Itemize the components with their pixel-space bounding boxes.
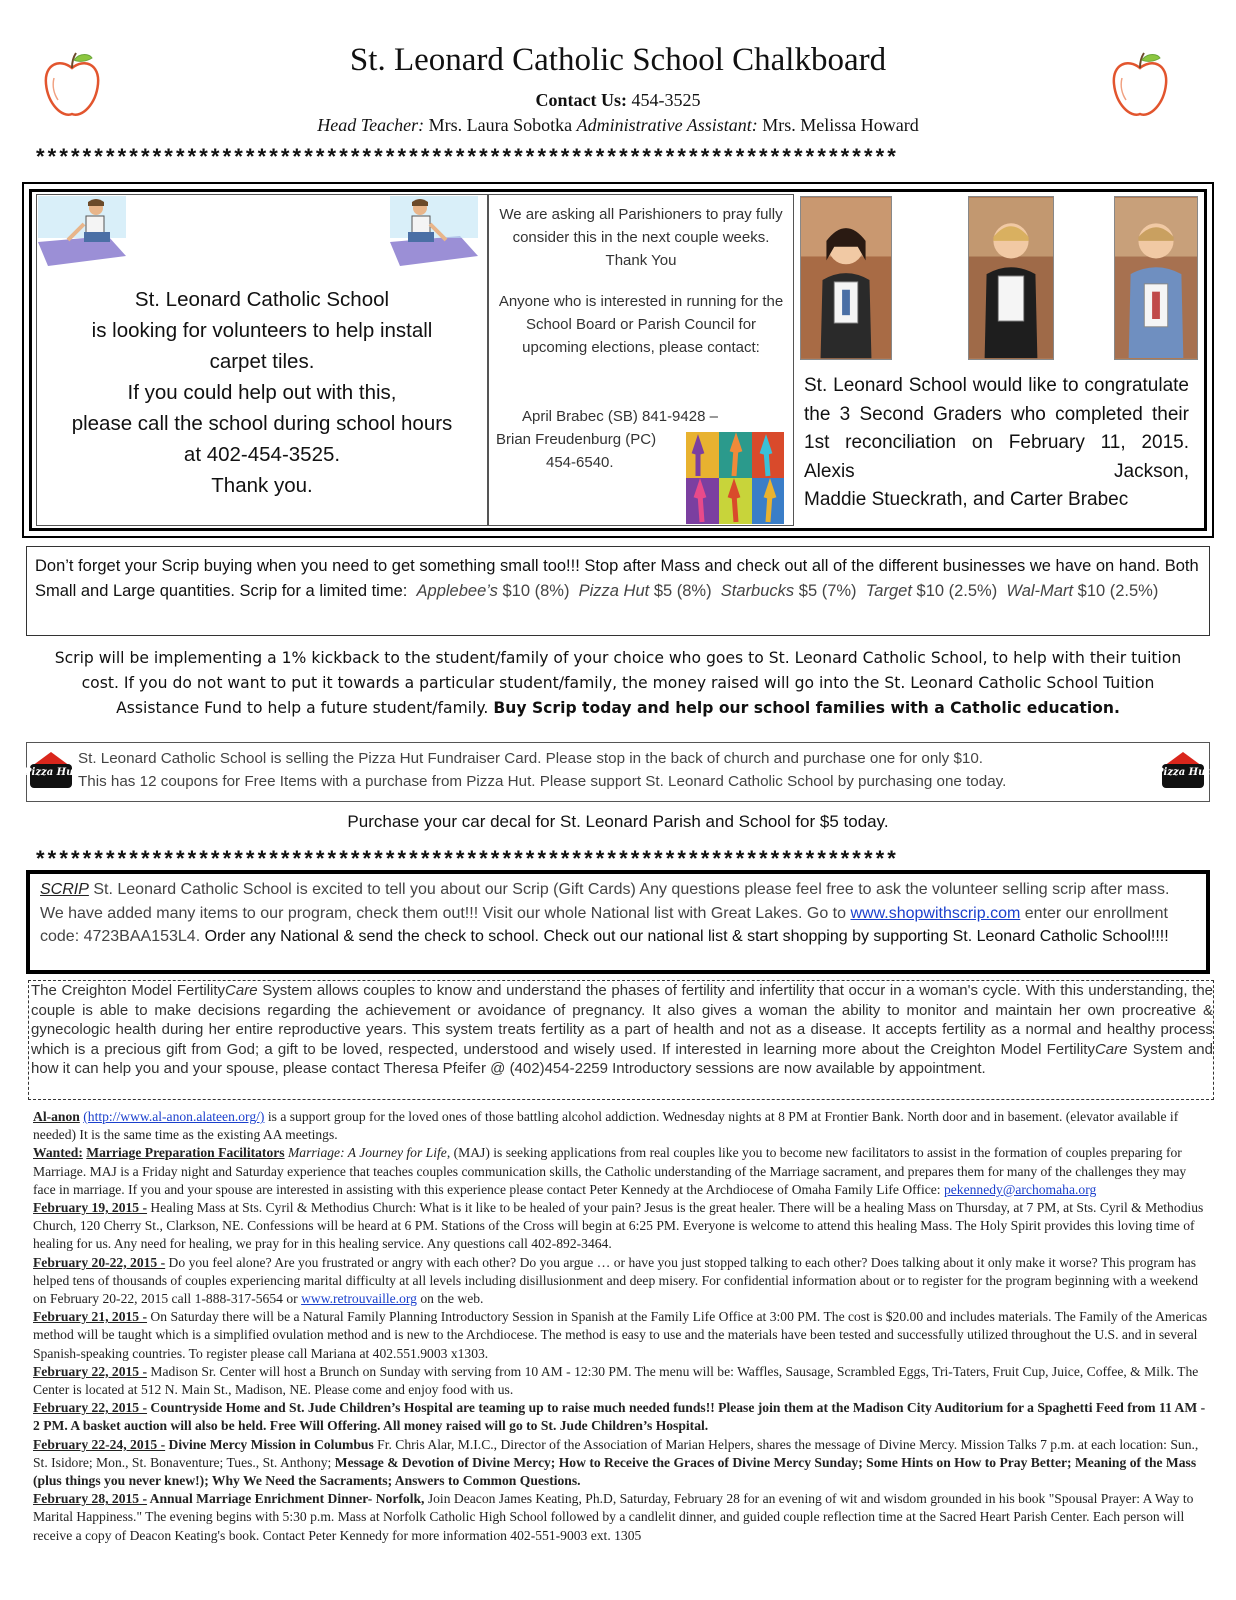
pizza-hut-logo <box>24 748 78 792</box>
event-item <box>33 1108 1208 1144</box>
alanon-link[interactable]: (http://www.al-anon.alateen.org/) <box>83 1109 265 1124</box>
event-text: Countryside Home and St. Jude Children’s Hospital are teaming up to raise much needed funds!! Please join them at the Madison City Auditorium for a Spaghetti Feed from 11 AM - 2 PM. A basket auction will also be held. Free Will Offering. All money raised will go to St. Jude Children’s Hospital. <box>33 1400 1206 1434</box>
scrip-label: SCRIP <box>40 881 89 898</box>
event-label: February 22-24, 2015 - <box>33 1436 166 1452</box>
contact-april: April Brabec (SB) 841-9428 – <box>522 408 718 425</box>
event-text: Madison Sr. Center will host a Brunch on Sunday with serving from 10 AM - 12:30 PM. The menu will be: Waffles, Sausage, Scrambled Eggs, Tri-Taters, Fruit Cup, Juice, Coffee, & Milk. The Center is located at 512 N. Main St., Madison, NE. Please come and enjoy food with us. <box>33 1363 1199 1398</box>
volunteer-line: please call the school during school hours <box>71 412 453 435</box>
offer-deal: $5 (7%) <box>798 582 857 600</box>
offer-name: Applebee’s <box>416 582 498 600</box>
star-divider: ************************************************************************** <box>36 846 899 871</box>
contact-brian: Brian Freudenburg (PC) <box>496 431 657 448</box>
offer-name: Pizza Hut <box>578 582 650 600</box>
head-teacher-label: Head Teacher: <box>317 115 425 135</box>
event-item <box>33 1199 1208 1254</box>
offer-name: Wal-Mart <box>1006 582 1074 600</box>
carpet-worker-icon <box>390 196 478 268</box>
event-title: Annual Marriage Enrichment Dinner- Norfolk, <box>147 1491 425 1507</box>
event-label: February 21, 2015 - <box>33 1309 148 1325</box>
contact-brian-phone: 454-6540. <box>546 454 614 471</box>
offer-name: Target <box>865 582 912 600</box>
event-item <box>33 1490 1208 1545</box>
creighton-text: The Creighton Model Fertility <box>31 982 226 999</box>
creighton-box <box>28 980 1214 1100</box>
page-title: St. Leonard Catholic School Chalkboard <box>349 42 887 78</box>
kickback-message <box>40 646 1196 721</box>
offer-deal: $10 (2.5%) <box>1077 582 1159 600</box>
event-item <box>33 1254 1208 1309</box>
event-label: February 19, 2015 - <box>33 1200 148 1216</box>
email-link[interactable]: pekennedy@archomaha.org <box>943 1181 1097 1197</box>
kickback-text: Scrip will be implementing a 1% kickback to the student/family of your choice who goes to St. Leonard Catholic School, to help with their tuition cost. If you do not want to put it towards a particular student/family, the money raised will go into the St. Leonard Catholic School Tuition Assistance Fund to help a future student/family. <box>54 649 1182 717</box>
event-label: February 22, 2015 - <box>33 1363 148 1379</box>
event-text: Join Deacon James Keating, Ph.D, Saturday, February 28 for an evening of wit and wisdom grounded in his book "Spousal Prayer: A Way to Marital Happiness." The evening begins with 5:30 p.m. Mass at Norfolk Catholic High School followed by a candlelit dinner, and guided couple reflection time at the Sacred Heart Parish Center. Each person will receive a copy of Deacon Keating's book. Contact Peter Kennedy for more information 402-551-9003 ext. 1305 <box>33 1491 1194 1543</box>
event-text: , (MAJ) is seeking applications from real couples like you to become new facilitators to assist in the formation of couples preparing for Marriage. MAJ is a Friday night and Saturday experience that teaches couples communication skills, the Catholic understanding of the Marriage sacrament, and prepares them for many of the challenges they may face in marriage. If you and your spouse are interested in assisting with this experience please contact Peter Kennedy at the Archdiocese of Omaha Family Life Office: <box>33 1145 1187 1197</box>
scrip-enrollment-text: enter our enrollment code: 4723BAA153L4. <box>40 904 1168 945</box>
event-item <box>33 1363 1208 1399</box>
volunteer-message <box>36 284 488 501</box>
admin-name: Mrs. Melissa Howard <box>762 115 919 135</box>
offer-deal: $10 (2.5%) <box>916 582 998 600</box>
volunteer-line: is looking for volunteers to help install <box>91 319 433 342</box>
election-message: Anyone who is interested in running for the School Board or Parish Council for upcoming elections, please contact: <box>498 293 784 356</box>
student-photo <box>800 196 892 360</box>
student-photo <box>1114 196 1198 360</box>
event-title: Marriage Preparation Facilitators <box>86 1145 285 1161</box>
admin-label: Administrative Assistant: <box>576 115 758 135</box>
offer-name: Starbucks <box>720 582 795 600</box>
scrip-info-text: St. Leonard Catholic School is excited to tell you about our Scrip (Gift Cards) Any questions please feel free to ask the volunteer selling scrip after mass. We have added many items to our program, check them out!!! Visit our whole National list with Great Lakes. Go to <box>40 881 1170 922</box>
volunteer-line: carpet tiles. <box>209 350 315 373</box>
contact-line <box>0 90 1236 111</box>
event-text: Do you feel alone? Are you frustrated or angry with each other? Do you argue … or have you just stopped talking to each other? Does talking about it only make it worse? This program has helped tens of thousands of couples experiencing marital difficulty at all levels including disillusionment and deep misery. For confidential information about or to register for the program beginning with a weekend on February 20-22, 2015 call 1-888-317-5654 or <box>33 1254 1198 1307</box>
pizza-logo-text: Pizza Hut <box>1156 767 1210 778</box>
scrip-info-bold: Order any National & send the check to school. Check out our national list & start shopping by supporting St. Leonard Catholic School!!!! <box>204 928 1169 945</box>
decal-message: Purchase your car decal for St. Leonard Parish and School for $5 today. <box>347 812 889 831</box>
event-topics: Message & Devotion of Divine Mercy; How to Receive the Graces of Divine Mercy Sunday; Some Hints on How to Pray Better; Meaning of the Mass (plus things you never knew!); Why We Need the Sacraments; Answers to Common Questions. <box>33 1454 1197 1489</box>
scrip-promo-text: Don’t forget your Scrip buying when you need to get something small too!!! Stop after Mass and check out all of the different businesses we have on hand. Both Small and Large quantities. Scrip for a limited time: <box>35 557 1199 600</box>
star-divider: ************************************************************************** <box>36 144 899 169</box>
carpet-worker-icon <box>38 196 126 268</box>
event-text: on the web. <box>420 1291 484 1307</box>
creighton-text: System and how it can help you and your spouse, please contact Theresa Pfeifer @ (402)454-2259 Introductory sessions are now available by appointment. <box>31 1040 1213 1077</box>
pizza-line: This has 12 coupons for Free Items with a purchase from Pizza Hut. Please support St. Leonard Catholic School by purchasing one today. <box>78 773 1007 790</box>
creighton-text: System allows couples to know and understand the phases of fertility and infertility that occur in a woman's cycle. With this understanding, the couple is able to make decisions regarding the achievement or avoidance of pregnancy. It also gives a woman the ability to monitor and maintain her own procreative & gynecologic health during her entire reproductive years. This system treats fertility as a part of health and not as a disease. It accepts fertility as a normal and healthy process which is a precious gift from God; a gift to be loved, respected, understood and wisely used. If interested in learning more about the Creighton Model Fertility <box>31 982 1214 1058</box>
pizza-logo-text: Pizza Hut <box>24 767 78 778</box>
shopwithscrip-link[interactable]: www.shopwithscrip.com <box>850 904 1021 922</box>
scrip-info-box <box>26 870 1210 974</box>
event-label: February 22, 2015 - <box>33 1400 148 1416</box>
event-item <box>33 1436 1208 1491</box>
offer-deal: $5 (8%) <box>653 582 712 600</box>
event-item <box>33 1399 1208 1435</box>
offer-deal: $10 (8%) <box>502 582 570 600</box>
retrouvaille-link[interactable]: www.retrouvaille.org <box>301 1291 417 1307</box>
event-label: Al-anon <box>33 1109 80 1124</box>
contact-phone: 454-3525 <box>631 90 701 110</box>
kickback-bold: Buy Scrip today and help our school families with a Catholic education. <box>493 699 1120 717</box>
volunteer-line: St. Leonard Catholic School <box>134 288 390 311</box>
raised-hands-icon <box>686 432 784 524</box>
event-title-italic: Marriage: A Journey for Life <box>287 1145 447 1161</box>
event-item <box>33 1144 1208 1199</box>
event-label: February 28, 2015 - <box>33 1491 148 1507</box>
staff-line <box>0 115 1236 136</box>
event-title: Divine Mercy Mission in Columbus <box>165 1436 374 1452</box>
contact-label: Contact Us: <box>535 90 627 110</box>
reconciliation-message: St. Leonard School would like to congratulate the 3 Second Graders who completed their 1st reconciliation on February 11, 2015. Alexis Jackson, <box>804 375 1189 482</box>
event-label: Wanted: <box>33 1145 83 1161</box>
event-text: On Saturday there will be a Natural Family Planning Introductory Session in Spanish at the Family Life Office at 3:00 PM. The cost is $20.00 and includes materials. The Family of the Americas method will be taught which is a simplified ovulation method and is new to the Archdiocese. The method is easy to use and the materials have been tested and successfully utilized throughout the U.S. and in several Spanish-speaking countries. To register please call Mariana at 402.551.9003 x1303. <box>33 1309 1208 1361</box>
event-text: is a support group for the loved ones of those battling alcohol addiction. Wednesday nights at 8 PM at Frontier Bank. North door and in basement. (elevator available if needed) It is the same time as the existing AA meetings. <box>33 1109 1179 1143</box>
reconciliation-names: Maddie Stueckrath, and Carter Brabec <box>804 489 1129 510</box>
pizza-line: St. Leonard Catholic School is selling the Pizza Hut Fundraiser Card. Please stop in the back of church and purchase one for only $10. <box>78 750 984 767</box>
volunteer-line: If you could help out with this, <box>127 381 397 404</box>
volunteer-line: Thank you. <box>211 474 313 497</box>
student-photo <box>968 196 1054 360</box>
events-list <box>33 1108 1208 1545</box>
pizza-message <box>78 747 1158 793</box>
pizza-hut-logo <box>1156 748 1210 792</box>
creighton-care: Care <box>225 982 258 999</box>
event-label: February 20-22, 2015 - <box>33 1254 166 1270</box>
event-text: Fr. Chris Alar, M.I.C., Director of the Association of Marian Helpers, shares the message of Divine Mercy. Mission Talks 7 p.m. at each location: Sun., St. Isidore; Mon., St. Bonaventure; Tues., St. Anthony; <box>33 1436 1199 1470</box>
creighton-care: Care <box>1094 1040 1128 1058</box>
volunteer-line: at 402-454-3525. <box>183 443 341 466</box>
event-item <box>33 1308 1208 1363</box>
scrip-promo-box <box>26 546 1210 636</box>
event-text: Healing Mass at Sts. Cyril & Methodius Church: What is it like to be healed of your pain? Jesus is the great healer. There will be a healing Mass on Thursday, at 7 PM, at Sts. Cyril & Methodius Church, 120 Cherry St., Clarkson, NE. Confessions will be heard at 6 PM. Stations of the Cross will begin at 6:25 PM. Everyone is welcome to attend this healing Mass. The Holy Spirit provides this loving time of healing for us. Any need for healing, we pray for in this healing service. Any questions call 402-892-3464. <box>33 1200 1204 1252</box>
head-teacher-name: Mrs. Laura Sobotka <box>428 115 573 135</box>
pray-message: We are asking all Parishioners to pray fully consider this in the next couple weeks. Thank You <box>499 206 783 269</box>
